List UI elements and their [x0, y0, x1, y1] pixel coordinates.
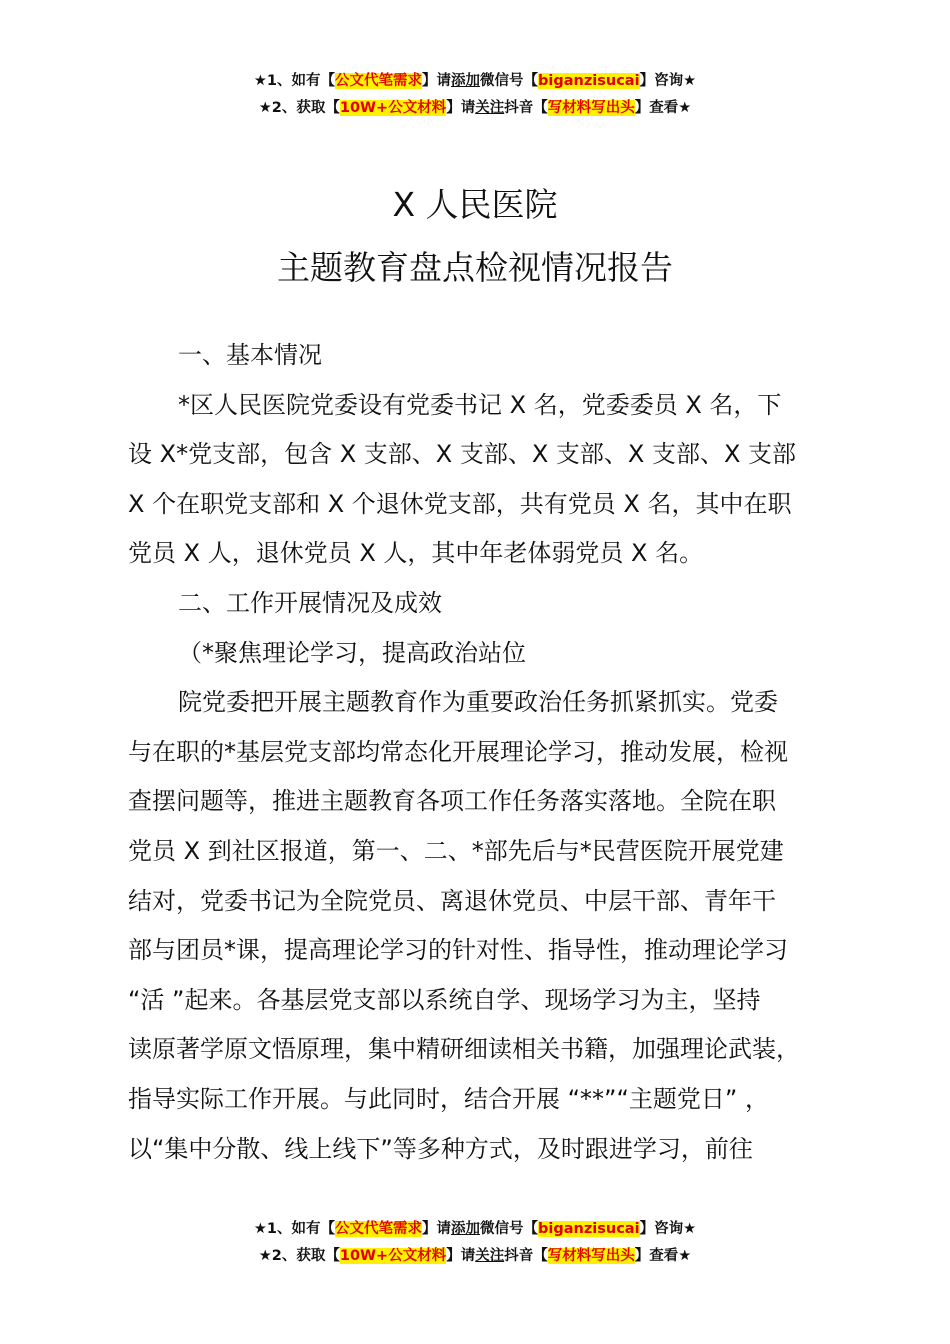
- banner-text: 】请: [446, 1248, 476, 1264]
- banner-text: 】请: [422, 73, 452, 89]
- banner-text: 抖音【: [504, 1248, 548, 1264]
- paragraph-line: X 个在职党支部和 X 个退休党支部，共有党员 X 名，其中在职: [128, 489, 792, 518]
- section-heading: 二、工作开展情况及成效: [178, 588, 442, 617]
- banner-line-2: [0, 1243, 950, 1270]
- paragraph-line: 党员 X 到社区报道，第一、二、*部先后与*民营医院开展党建: [128, 836, 784, 865]
- highlight-writing-service: 公文代笔需求: [335, 73, 423, 89]
- banner-text: 】请: [422, 1221, 452, 1237]
- subsection-heading: （*聚焦理论学习，提高政治站位: [178, 638, 526, 667]
- footer-banner: [0, 1216, 950, 1270]
- highlight-materials: 10W+公文材料: [339, 100, 447, 116]
- paragraph-line: 院党委把开展主题教育作为重要政治任务抓紧抓实。党委: [178, 688, 778, 717]
- banner-text: ★1、如有【: [253, 1221, 336, 1237]
- banner-text: ★1、如有【: [253, 73, 336, 89]
- banner-text: 】查看★: [634, 100, 692, 116]
- highlight-wechat-id: biganzisucai: [538, 73, 640, 89]
- paragraph-line: 党员 X 人，退休党员 X 人，其中年老体弱党员 X 名。: [128, 539, 704, 568]
- paragraph-line: 以“集中分散、线上线下”等多种方式，及时跟进学习，前往: [128, 1134, 753, 1163]
- paragraph-line: *区人民医院党委设有党委书记 X 名，党委委员 X 名，下: [178, 390, 782, 419]
- paragraph-line: “活 ”起来。各基层党支部以系统自学、现场学习为主，坚持: [128, 985, 761, 1014]
- highlight-wechat-id: biganzisucai: [538, 1221, 640, 1237]
- banner-underlined-text: 添加: [451, 73, 481, 89]
- banner-text: ★2、获取【: [258, 1248, 340, 1264]
- highlight-writing-service: 公文代笔需求: [335, 1221, 423, 1237]
- banner-underlined-text: 关注: [475, 100, 505, 116]
- paragraph-line: 指导实际工作开展。与此同时，结合开展 “**”“主题党日” ，: [128, 1084, 769, 1113]
- banner-text: 抖音【: [504, 100, 548, 116]
- banner-line-1: [0, 68, 950, 95]
- banner-line-1: [0, 1216, 950, 1243]
- document-title-line-1: X 人民医院: [392, 185, 558, 224]
- banner-text: 微信号【: [480, 1221, 539, 1237]
- banner-underlined-text: 添加: [451, 1221, 481, 1237]
- paragraph-line: 结对，党委书记为全院党员、离退休党员、中层干部、青年干: [128, 886, 776, 915]
- banner-underlined-text: 关注: [475, 1248, 505, 1264]
- banner-text: ★2、获取【: [258, 100, 340, 116]
- banner-text: 】请: [446, 100, 476, 116]
- paragraph-line: 与在职的*基层党支部均常态化开展理论学习，推动发展，检视: [128, 737, 788, 766]
- paragraph-line: 部与团员*课，提高理论学习的针对性、指导性，推动理论学习: [128, 936, 788, 965]
- document-body: [128, 331, 848, 1174]
- highlight-douyin-account: 写材料写出头: [547, 100, 635, 116]
- banner-text: 微信号【: [480, 73, 539, 89]
- section-heading: 一、基本情况: [178, 341, 322, 369]
- banner-text: 】咨询★: [639, 73, 697, 89]
- highlight-douyin-account: 写材料写出头: [547, 1248, 635, 1264]
- paragraph-line: 查摆问题等，推进主题教育各项工作任务落实落地。全院在职: [128, 787, 776, 816]
- banner-text: 】咨询★: [639, 1221, 697, 1237]
- highlight-materials: 10W+公文材料: [339, 1248, 447, 1264]
- banner-line-2: [0, 95, 950, 122]
- banner-text: 】查看★: [634, 1248, 692, 1264]
- header-banner: [0, 68, 950, 122]
- paragraph-line: 读原著学原文悟原理，集中精研细读相关书籍，加强理论武装，: [128, 1035, 800, 1064]
- document-title-line-2: 主题教育盘点检视情况报告: [277, 248, 673, 287]
- paragraph-line: 设 X*党支部，包含 X 支部、X 支部、X 支部、X 支部、X 支部: [128, 440, 797, 469]
